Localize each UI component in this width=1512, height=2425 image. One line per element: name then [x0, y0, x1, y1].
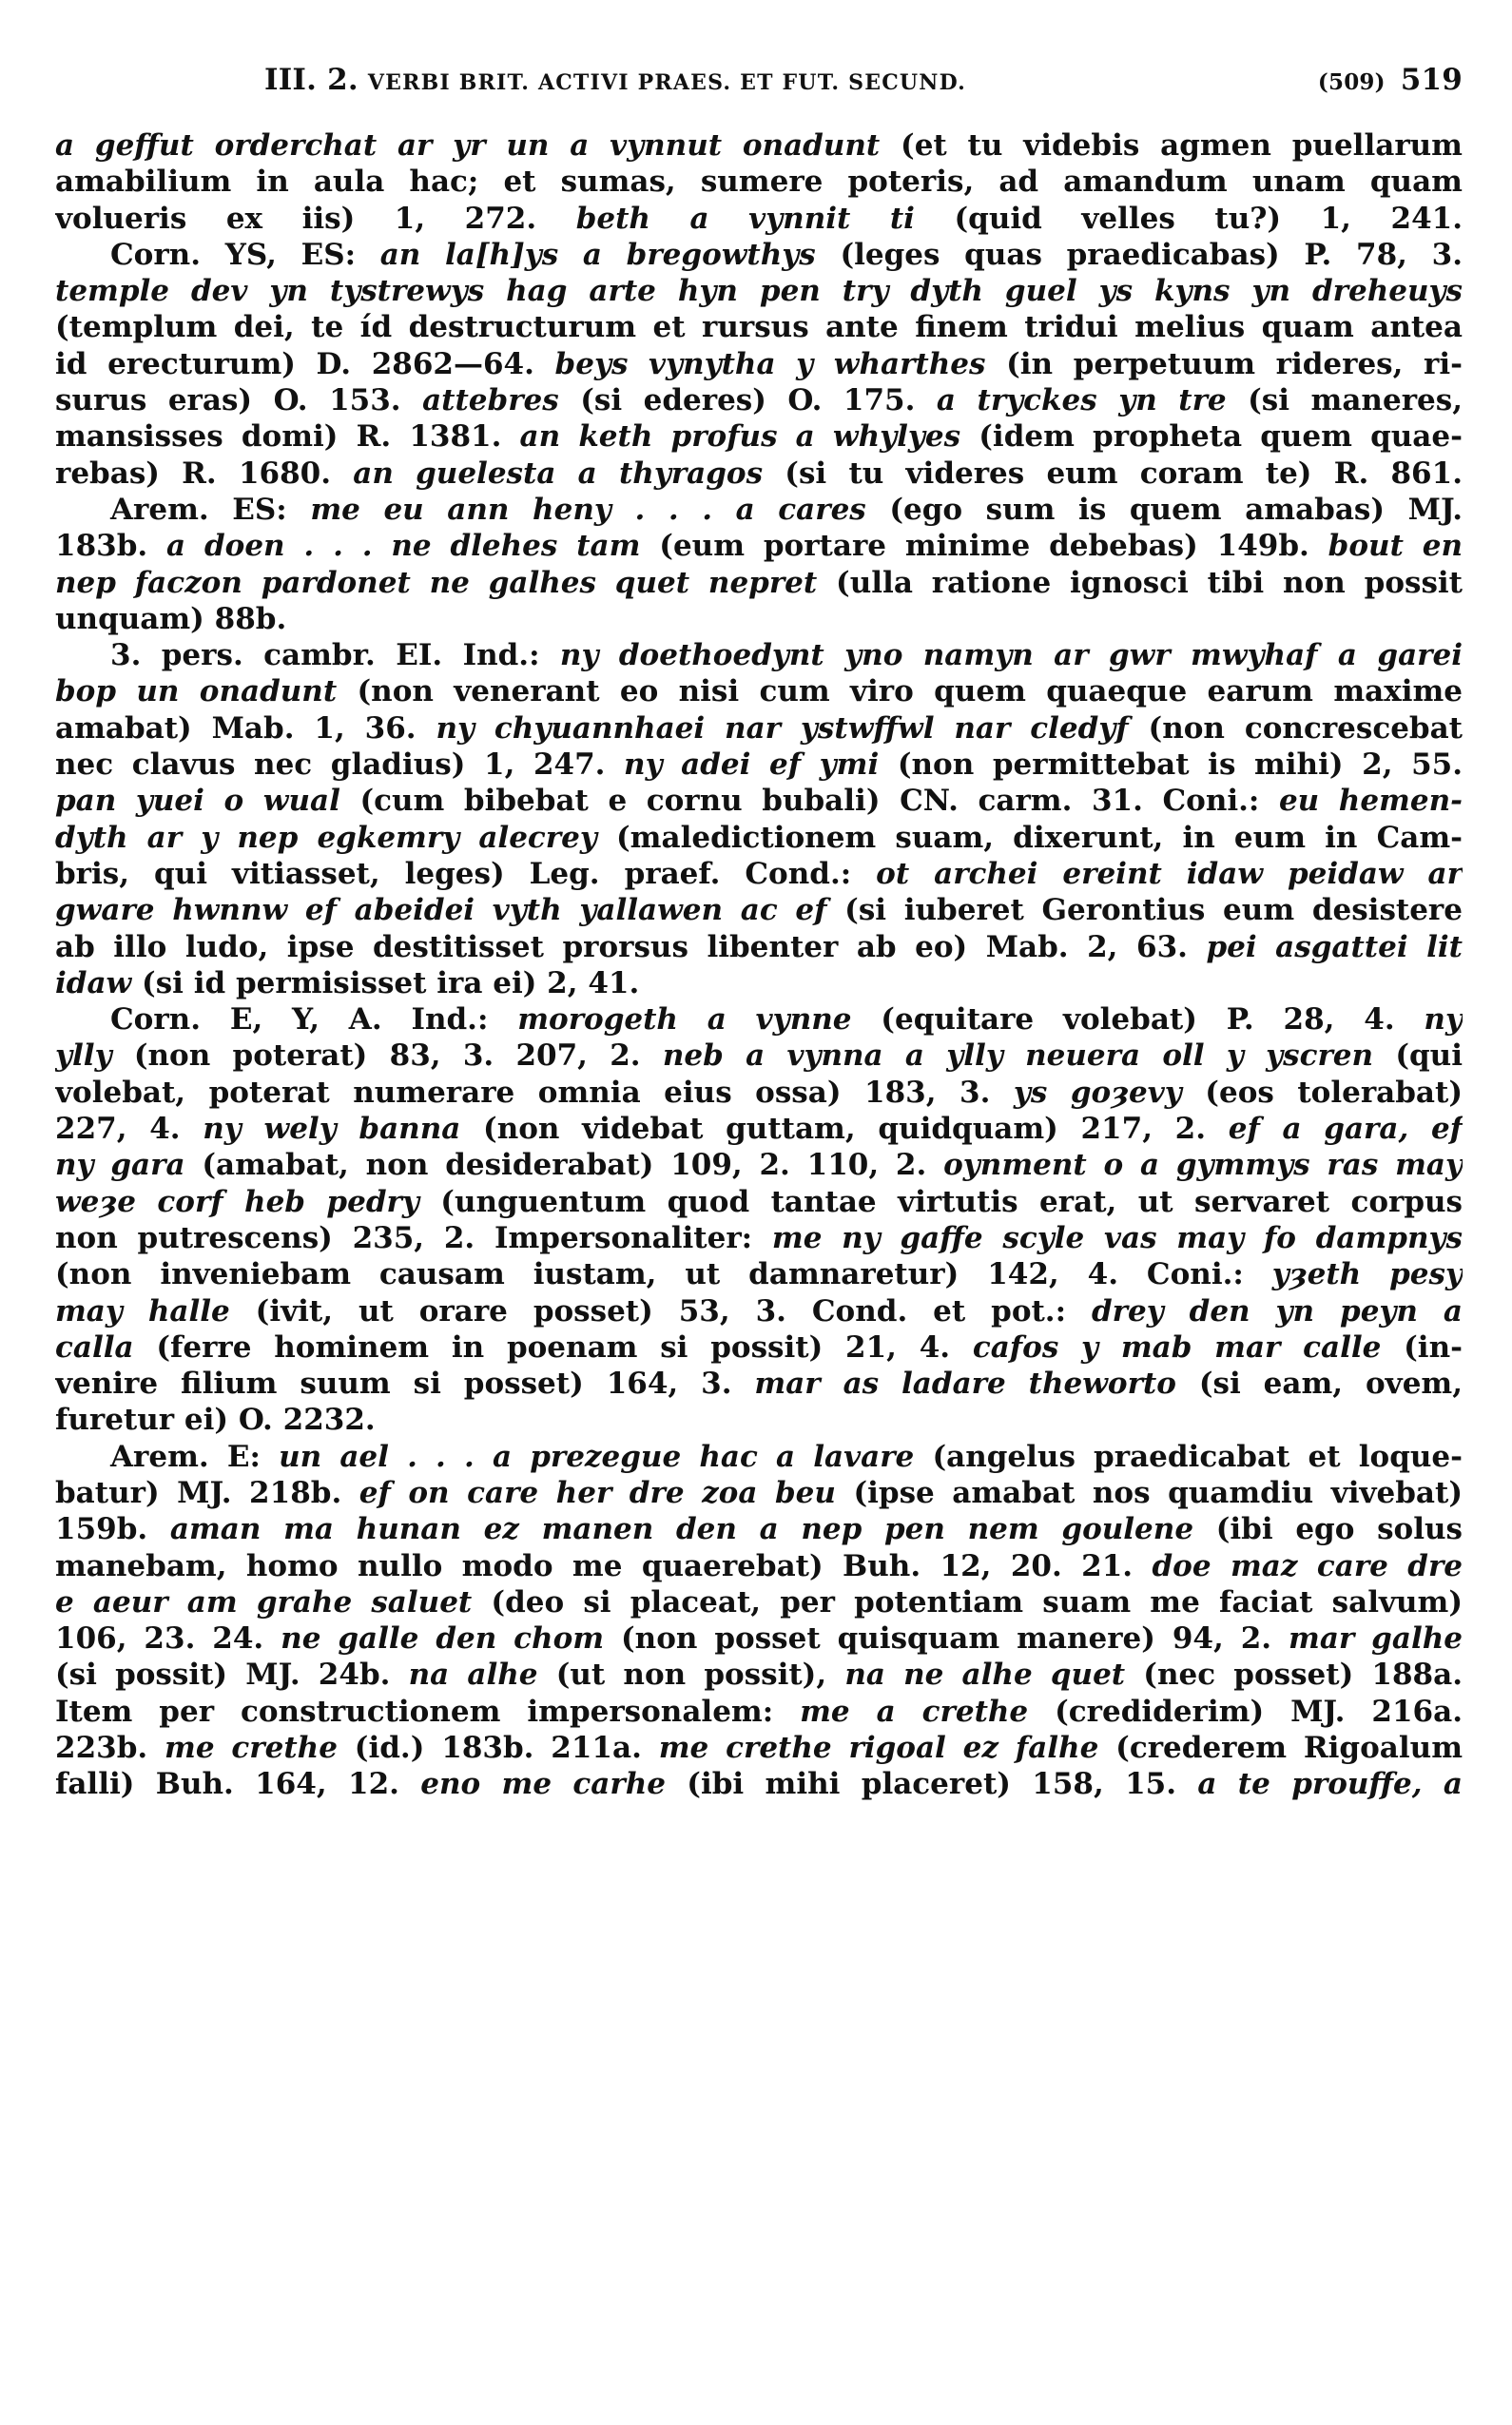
welsh-breton-cornish-quotation: ny wely banna: [203, 1112, 461, 1147]
latin-gloss-text: (eum portare minime debebas) 149b.: [640, 529, 1328, 564]
welsh-breton-cornish-quotation: ef on care her dre zoa beu: [359, 1475, 836, 1510]
text-line: [55, 1038, 1463, 1074]
welsh-breton-cornish-quotation: yȝeth pesy: [1271, 1257, 1463, 1292]
latin-gloss-text: (et tu videbis agmen puellarum: [880, 128, 1463, 163]
welsh-breton-cornish-quotation: morogeth a vynne: [517, 1002, 852, 1038]
text-line: [55, 1475, 1463, 1511]
text-line: [55, 856, 1463, 892]
text-line: [55, 1366, 1463, 1402]
text-line: [55, 637, 1463, 673]
latin-gloss-text: (non venerant eo nisi cum viro quem quaeque earum maxime: [337, 674, 1463, 709]
text-line: [55, 747, 1463, 783]
latin-gloss-text: (ferre hominem in poenam si possit) 21, 4.: [133, 1329, 973, 1365]
latin-gloss-text: (id.) 183b. 211a.: [337, 1731, 659, 1766]
text-line: [55, 601, 1463, 637]
latin-gloss-text: 223b.: [55, 1731, 165, 1766]
text-line: [55, 1620, 1463, 1657]
section-number: III. 2.: [264, 63, 359, 97]
text-line: [55, 1220, 1463, 1256]
welsh-breton-cornish-quotation: mar galhe: [1289, 1621, 1463, 1657]
latin-gloss-text: ab illo ludo, ipse destitisset prorsus libenter ab eo) Mab. 2, 63.: [55, 929, 1207, 964]
latin-gloss-text: 3. pers. cambr. EI. Ind.:: [110, 638, 560, 673]
latin-gloss-text: non putrescens) 235, 2. Impersonaliter:: [55, 1220, 772, 1255]
welsh-breton-cornish-quotation: ylly: [55, 1038, 112, 1074]
text-line: [55, 1766, 1463, 1802]
welsh-breton-cornish-quotation: nep faczon pardonet ne galhes quet nepret: [55, 565, 818, 600]
welsh-breton-cornish-quotation: ny doethoedynt yno namyn ar gwr mwyhaf a garei: [559, 638, 1463, 673]
latin-gloss-text: (non poterat) 83, 3. 207, 2.: [111, 1038, 663, 1074]
latin-gloss-text: (ego sum is quem amabas) MJ.: [865, 492, 1463, 527]
welsh-breton-cornish-quotation: me crethe: [165, 1731, 338, 1766]
latin-gloss-text: Corn. YS, ES:: [110, 237, 380, 272]
welsh-breton-cornish-quotation: bop un onadunt: [55, 674, 338, 709]
book-page: [55, 49, 1463, 2370]
text-line: [55, 1511, 1463, 1547]
latin-gloss-text: (ipse amabat nos quamdiu vivebat): [835, 1475, 1463, 1510]
original-page-number: (509): [1317, 69, 1386, 95]
latin-gloss-text: (quid velles tu?) 1, 241.: [914, 201, 1463, 236]
latin-gloss-text: (angelus praedicabat et loque-: [914, 1439, 1463, 1474]
welsh-breton-cornish-quotation: na alhe: [408, 1658, 538, 1693]
text-line: [55, 309, 1463, 345]
welsh-breton-cornish-quotation: me a crethe: [800, 1694, 1029, 1729]
latin-gloss-text: amabat) Mab. 1, 36.: [55, 710, 436, 746]
welsh-breton-cornish-quotation: e aeur am grahe saluet: [55, 1584, 473, 1620]
section-title: VERBI BRIT. ACTIVI PRAES. ET FUT. SECUND.: [367, 70, 966, 95]
latin-gloss-text: furetur ei) O. 2232.: [55, 1403, 376, 1438]
latin-gloss-text: mansisses domi) R. 1381.: [55, 419, 520, 455]
text-line: [55, 1657, 1463, 1693]
text-line: [55, 1111, 1463, 1147]
welsh-breton-cornish-quotation: beth a vynnit ti: [575, 201, 915, 236]
welsh-breton-cornish-quotation: ny: [1424, 1002, 1463, 1038]
latin-gloss-text: (maledictionem suam, dixerunt, in eum in Cam-: [596, 820, 1463, 855]
latin-gloss-text: (si maneres,: [1226, 383, 1463, 418]
welsh-breton-cornish-quotation: an keth profus a whylyes: [519, 419, 961, 455]
latin-gloss-text: Item per constructionem impersonalem:: [55, 1694, 801, 1729]
text-line: [55, 820, 1463, 856]
latin-gloss-text: 159b.: [55, 1512, 170, 1547]
welsh-breton-cornish-quotation: attebres: [422, 383, 559, 418]
latin-gloss-text: (si eam, ovem,: [1175, 1367, 1463, 1402]
latin-gloss-text: (in perpetuum rideres, ri-: [985, 346, 1463, 381]
welsh-breton-cornish-quotation: eu hemen-: [1278, 784, 1463, 819]
welsh-breton-cornish-quotation: a doen . . . ne dlehes tam: [166, 529, 641, 564]
welsh-breton-cornish-quotation: eno me carhe: [420, 1767, 666, 1802]
welsh-breton-cornish-quotation: ne galle den chom: [281, 1621, 605, 1657]
welsh-breton-cornish-quotation: pei asgattei lit: [1206, 929, 1463, 964]
latin-gloss-text: bris, qui vitiasset, leges) Leg. praef. Cond.:: [55, 856, 877, 891]
page-number: 519: [1400, 63, 1463, 97]
text-line: [55, 1147, 1463, 1183]
latin-gloss-text: surus eras) O. 153.: [55, 383, 423, 418]
latin-gloss-text: Corn. E, Y, A. Ind.:: [110, 1002, 518, 1038]
welsh-breton-cornish-quotation: weȝe corf heb pedry: [55, 1184, 419, 1219]
latin-gloss-text: id erecturum) D. 2862—64.: [55, 346, 555, 381]
latin-gloss-text: Arem. E:: [110, 1439, 280, 1474]
text-line: [55, 1329, 1463, 1366]
latin-gloss-text: (deo si placeat, per potentiam suam me faciat salvum): [472, 1584, 1463, 1620]
welsh-breton-cornish-quotation: oynment o a gymmys ras may: [943, 1148, 1463, 1183]
latin-gloss-text: (crediderim) MJ. 216a.: [1028, 1694, 1463, 1729]
welsh-breton-cornish-quotation: ef a gara, ef: [1228, 1112, 1463, 1147]
welsh-breton-cornish-quotation: dyth ar y nep egkemry alecrey: [55, 820, 597, 855]
latin-gloss-text: (qui: [1373, 1038, 1463, 1074]
latin-gloss-text: (in-: [1381, 1329, 1463, 1365]
text-line: [55, 929, 1463, 965]
text-line: [55, 783, 1463, 819]
latin-gloss-text: (si possit) MJ. 24b.: [55, 1658, 409, 1693]
welsh-breton-cornish-quotation: may halle: [55, 1293, 230, 1329]
welsh-breton-cornish-quotation: a te prouffe, a: [1197, 1767, 1463, 1802]
latin-gloss-text: manebam, homo nullo modo me quaerebat) Buh. 12, 20. 21.: [55, 1548, 1153, 1583]
welsh-breton-cornish-quotation: idaw: [55, 965, 132, 1000]
latin-gloss-text: (si iuberet Gerontius eum desistere: [826, 893, 1463, 928]
text-line: [55, 1075, 1463, 1111]
text-line: [55, 1730, 1463, 1766]
latin-gloss-text: (crederem Rigoalum: [1098, 1731, 1463, 1766]
text-line: [55, 528, 1463, 564]
text-line: [55, 892, 1463, 928]
text-line: [55, 456, 1463, 492]
latin-gloss-text: (non videbat guttam, quidquam) 217, 2.: [460, 1112, 1229, 1147]
text-line: [55, 237, 1463, 273]
text-line: [55, 382, 1463, 418]
page-numbers: [1318, 49, 1463, 113]
welsh-breton-cornish-quotation: beys vynytha y wharthes: [554, 346, 986, 381]
latin-gloss-text: (amabat, non desiderabat) 109, 2. 110, 2.: [184, 1148, 944, 1183]
latin-gloss-text: (eos tolerabat): [1181, 1075, 1463, 1110]
welsh-breton-cornish-quotation: me eu ann heny . . . a cares: [310, 492, 866, 527]
text-line: [55, 965, 1463, 1001]
welsh-breton-cornish-quotation: an guelesta a thyragos: [353, 456, 764, 491]
text-line: [55, 1694, 1463, 1730]
welsh-breton-cornish-quotation: a tryckes yn tre: [936, 383, 1227, 418]
text-line: [55, 1184, 1463, 1220]
text-line: [55, 418, 1463, 455]
latin-gloss-text: (non permittebat is mihi) 2, 55.: [879, 747, 1463, 783]
latin-gloss-text: (cum bibebat e cornu bubali) CN. carm. 31. Coni.:: [339, 784, 1279, 819]
welsh-breton-cornish-quotation: temple dev yn tystrewys hag arte hyn pen try dyth guel ys kyns yn dreheuys: [55, 274, 1463, 309]
welsh-breton-cornish-quotation: me ny gaffe scyle vas may fo dampnys: [771, 1220, 1463, 1255]
welsh-breton-cornish-quotation: doe maz care dre: [1152, 1548, 1463, 1583]
text-line: [55, 710, 1463, 747]
latin-gloss-text: 106, 23. 24.: [55, 1621, 281, 1657]
running-header: [55, 49, 1463, 110]
text-line: [55, 1001, 1463, 1038]
latin-gloss-text: 183b.: [55, 529, 167, 564]
running-title: [264, 49, 966, 113]
text-line: [55, 1293, 1463, 1329]
latin-gloss-text: (si tu videres eum coram te) R. 861.: [763, 456, 1463, 491]
body-text: [55, 127, 1463, 1803]
welsh-breton-cornish-quotation: an la[h]ys a bregowthys: [379, 237, 816, 272]
welsh-breton-cornish-quotation: ys goȝevy: [1013, 1075, 1182, 1110]
latin-gloss-text: (si id permisisset ira ei) 2, 41.: [131, 965, 640, 1000]
latin-gloss-text: (equitare volebat) P. 28, 4.: [851, 1002, 1425, 1038]
latin-gloss-text: 227, 4.: [55, 1112, 204, 1147]
latin-gloss-text: (non concrescebat: [1128, 710, 1463, 746]
latin-gloss-text: (non inveniebam causam iustam, ut damnaretur) 142, 4. Coni.:: [55, 1257, 1272, 1292]
latin-gloss-text: (non posset quisquam manere) 94, 2.: [604, 1621, 1289, 1657]
latin-gloss-text: (unguentum quod tantae virtutis erat, ut servaret corpus: [418, 1184, 1463, 1219]
welsh-breton-cornish-quotation: a geffut orderchat ar yr un a vynnut onadunt: [55, 128, 881, 163]
latin-gloss-text: (ulla ratione ignosci tibi non possit: [817, 565, 1463, 600]
latin-gloss-text: falli) Buh. 164, 12.: [55, 1767, 421, 1802]
text-line: [55, 1402, 1463, 1438]
text-line: [55, 273, 1463, 309]
text-line: [55, 565, 1463, 601]
welsh-breton-cornish-quotation: bout en: [1328, 529, 1463, 564]
latin-gloss-text: Arem. ES:: [110, 492, 311, 527]
welsh-breton-cornish-quotation: ny gara: [55, 1148, 185, 1183]
text-line: [55, 346, 1463, 382]
latin-gloss-text: (leges quas praedicabas) P. 78, 3.: [815, 237, 1463, 272]
latin-gloss-text: amabilium in aula hac; et sumas, sumere poteris, ad amandum unam quam: [55, 165, 1463, 200]
latin-gloss-text: (nec posset) 188a.: [1125, 1658, 1463, 1693]
text-line: [55, 1256, 1463, 1292]
text-line: [55, 201, 1463, 237]
latin-gloss-text: batur) MJ. 218b.: [55, 1475, 359, 1510]
latin-gloss-text: rebas) R. 1680.: [55, 456, 354, 491]
latin-gloss-text: venire filium suum si posset) 164, 3.: [55, 1367, 755, 1402]
welsh-breton-cornish-quotation: calla: [55, 1329, 134, 1365]
welsh-breton-cornish-quotation: me crethe rigoal ez falhe: [658, 1731, 1099, 1766]
welsh-breton-cornish-quotation: un ael . . . a prezegue hac a lavare: [279, 1439, 915, 1474]
text-line: [55, 492, 1463, 528]
latin-gloss-text: (templum dei, te íd destructurum et rursus ante finem tridui melius quam antea: [55, 310, 1463, 345]
welsh-breton-cornish-quotation: ot archei ereint idaw peidaw ar: [876, 856, 1463, 891]
welsh-breton-cornish-quotation: neb a vynna a ylly neuera oll y yscren: [662, 1038, 1374, 1074]
welsh-breton-cornish-quotation: pan yuei o wual: [55, 784, 340, 819]
welsh-breton-cornish-quotation: ny adei ef ymi: [624, 747, 880, 783]
latin-gloss-text: (ivit, ut orare posset) 53, 3. Cond. et pot.:: [229, 1293, 1092, 1329]
latin-gloss-text: unquam) 88b.: [55, 601, 287, 636]
welsh-breton-cornish-quotation: gwarе hwnnw ef abeidei vyth yallawen ac ef: [55, 893, 827, 928]
welsh-breton-cornish-quotation: mar as ladare theworto: [754, 1367, 1176, 1402]
latin-gloss-text: volebat, poterat numerare omnia eius ossa) 183, 3.: [55, 1075, 1014, 1110]
text-line: [55, 127, 1463, 164]
latin-gloss-text: (idem propheta quem quae-: [960, 419, 1463, 455]
text-line: [55, 673, 1463, 709]
welsh-breton-cornish-quotation: drey den yn peyn a: [1091, 1293, 1463, 1329]
text-line: [55, 1548, 1463, 1584]
welsh-breton-cornish-quotation: na ne alhe quet: [844, 1658, 1126, 1693]
welsh-breton-cornish-quotation: aman ma hunan ez manen den a nep pen nem goulene: [169, 1512, 1194, 1547]
text-line: [55, 164, 1463, 200]
latin-gloss-text: (ibi ego solus: [1193, 1512, 1463, 1547]
latin-gloss-text: nec clavus nec gladius) 1, 247.: [55, 747, 625, 783]
latin-gloss-text: volueris ex iis) 1, 272.: [55, 201, 576, 236]
welsh-breton-cornish-quotation: ny chyuannhaei nar ystwffwl nar cledyf: [436, 710, 1129, 746]
text-line: [55, 1584, 1463, 1620]
text-line: [55, 1439, 1463, 1475]
latin-gloss-text: (si ederes) O. 175.: [558, 383, 937, 418]
latin-gloss-text: (ibi mihi placeret) 158, 15.: [665, 1767, 1198, 1802]
latin-gloss-text: (ut non possit),: [537, 1658, 845, 1693]
welsh-breton-cornish-quotation: cafos y mab mar calle: [972, 1329, 1382, 1365]
